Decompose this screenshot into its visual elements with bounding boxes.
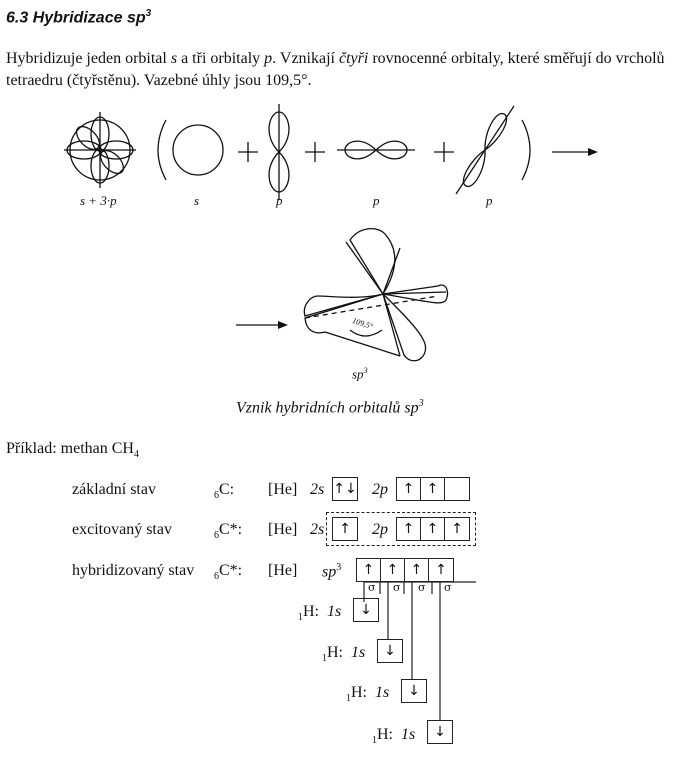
orbital-cell: ↓	[384, 643, 396, 659]
sigma-label: σ	[368, 581, 376, 594]
excited-atom: $_6$C*:	[214, 521, 243, 542]
hybrid-core: [He]	[268, 562, 298, 579]
ground-atom: $_6$C:	[214, 481, 235, 502]
ground-s-label: 2s	[310, 481, 325, 498]
hydrogen-1-box	[353, 598, 379, 622]
hydrogen-1-label: $_1$H: 1s	[298, 603, 342, 624]
excited-state-label: excitovaný stav	[72, 521, 172, 538]
label-sp-combined: s + 3·p	[80, 193, 117, 208]
section-heading: 6.3 Hybridizace $sp^3$	[6, 8, 152, 27]
hydrogen-3-box	[401, 679, 427, 703]
orbital-cell: ↑	[339, 521, 351, 537]
label-sp3: $sp^3$	[352, 366, 368, 382]
label-p2: p	[373, 193, 380, 208]
hydrogen-3-label: $_1$H: 1s	[346, 684, 390, 705]
orbital-cell: ↓	[408, 683, 420, 699]
orbital-cell: ↑	[405, 559, 429, 581]
orbital-cell: ↑	[381, 559, 405, 581]
orbital-cell: ↑	[435, 562, 447, 578]
orbital-cell: ↑	[357, 559, 381, 581]
label-s: s	[194, 193, 200, 208]
hydrogen-4-box	[427, 720, 453, 744]
sigma-label: σ	[393, 581, 401, 594]
hydrogen-2-box	[377, 639, 403, 663]
hybrid-atom: $_6$C*:	[214, 562, 243, 583]
label-p1: p	[276, 193, 283, 208]
hybrid-state-label: hybridizovaný stav	[72, 562, 195, 579]
orbital-cell: ↑	[421, 518, 445, 540]
label-p3: p	[486, 193, 493, 208]
orbital-cell: ↑	[397, 478, 421, 500]
sigma-label: σ	[418, 581, 426, 594]
hydrogen-4-label: $_1$H: 1s	[372, 726, 416, 747]
orbital-cell: ↓	[360, 602, 372, 618]
orbital-cell: ↑	[421, 478, 445, 500]
sigma-label: σ	[444, 581, 452, 594]
excited-core: [He]	[268, 521, 298, 538]
excited-p-label: 2p	[372, 521, 388, 538]
intro-paragraph: Hybridizuje jeden orbital s a tři orbitaly p. Vznikají čtyři rovnocenné orbitaly, které směřují do vrcholů tetraedru (čtyřstěnu). Vazebné úhly jsou 109,5°.	[6, 50, 665, 89]
hydrogen-2-label: $_1$H: 1s	[322, 644, 366, 665]
orbital-cell: ↓	[434, 724, 446, 740]
ground-core: [He]	[268, 481, 298, 498]
excited-s-label: 2s	[310, 521, 325, 538]
ground-state-label: základní stav	[72, 481, 156, 498]
hybrid-sp3-label: $sp^3$	[322, 562, 342, 581]
orbital-cell: ↑	[397, 518, 421, 540]
example-title: Příklad: methan $CH_4$	[6, 440, 139, 461]
orbital-cell: ↑↓	[333, 481, 357, 497]
orbital-cell: ↑	[451, 521, 463, 537]
angle-label: 109,5°	[351, 315, 375, 332]
figure-caption: Vznik hybridních orbitalů $sp^3$	[236, 398, 424, 417]
ground-p-label: 2p	[372, 481, 388, 498]
